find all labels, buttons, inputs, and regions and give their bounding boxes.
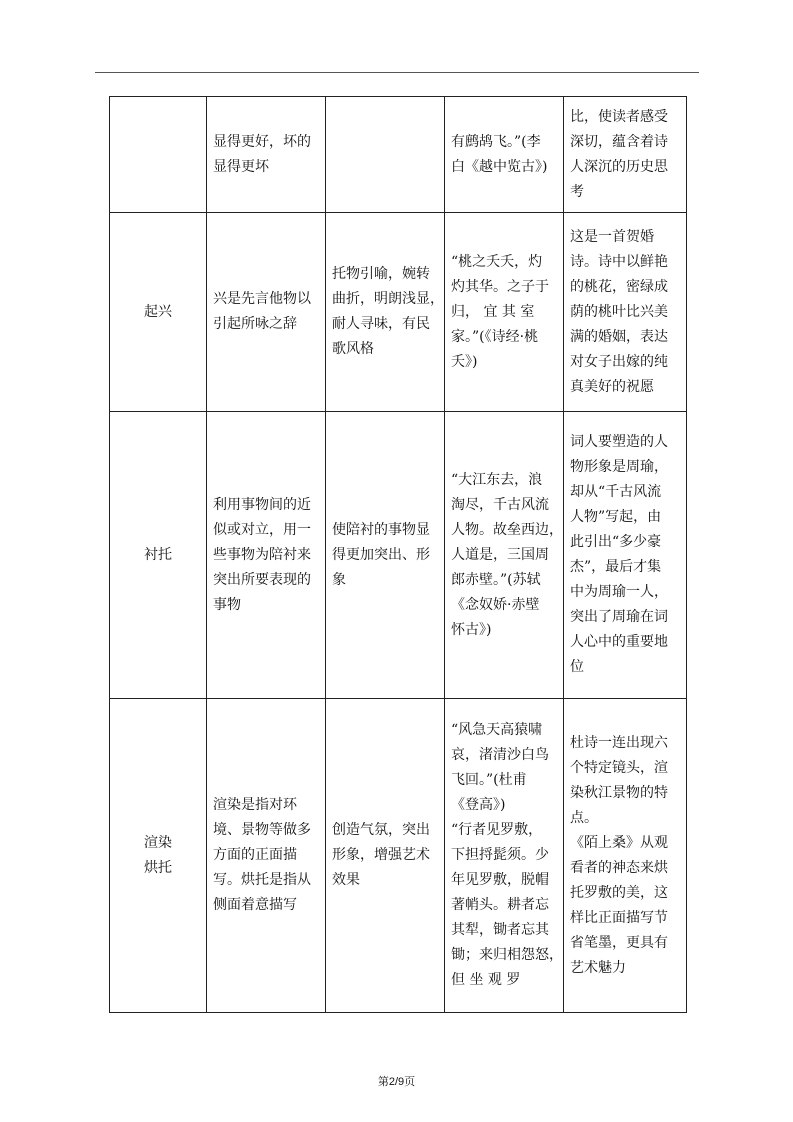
- cell-line: 使陪衬的事物显: [332, 521, 430, 538]
- cell-line: 显得更坏: [213, 158, 269, 175]
- cell-line: 满的婚姻，表达: [570, 328, 668, 345]
- cell-line: 深切，蕴含着诗: [570, 133, 668, 150]
- page-number: 第2/9页: [377, 1076, 416, 1088]
- cell-line: 郎赤壁。”(苏轼: [451, 571, 541, 588]
- cell-line: 个特定镜头，渲: [570, 759, 668, 776]
- cell-line: 白《越中览古》): [451, 158, 548, 175]
- cell-line: 物形象是周瑜，: [570, 459, 668, 475]
- cell-line: 歌风格: [332, 341, 374, 357]
- cell-line: “风急天高猿啸: [451, 722, 543, 738]
- cell-effect: [326, 97, 445, 213]
- cell-line: 人道是，三国周: [451, 546, 549, 563]
- cell-line: 《念奴娇·赤壁: [451, 596, 540, 613]
- cell-example: [445, 213, 564, 412]
- cell-line: 得更加突出、形: [332, 546, 430, 563]
- cell-line: 淘尽，千古风流: [451, 496, 549, 513]
- cell-line: “桃之夭夭，灼: [451, 253, 543, 270]
- cell-line: 方面的正面描: [213, 847, 297, 863]
- header-rule: [95, 72, 699, 73]
- cell-line: 对女子出嫁的纯: [570, 353, 668, 370]
- cell-line: 杰”，最后才集: [570, 559, 662, 575]
- cell-definition: [207, 412, 326, 699]
- cell-term: [110, 699, 207, 1013]
- cell-line: 归， 宜 其 室: [451, 303, 535, 320]
- cell-term: [110, 213, 207, 412]
- cell-line: 著帩头。耕者忘: [451, 897, 549, 913]
- cell-line: 托罗敷的美，这: [570, 884, 668, 901]
- cell-line: 锄；来归相怨怒，: [451, 947, 563, 963]
- cell-term: [110, 412, 207, 699]
- cell-definition: [207, 97, 326, 213]
- table-row: [110, 412, 687, 699]
- cell-line: 事物: [213, 596, 241, 613]
- cell-line: 中为周瑜一人，: [570, 584, 668, 600]
- cell-line: 但 坐 观 罗: [451, 972, 521, 988]
- cell-line: 突出所要表现的: [213, 571, 311, 588]
- rhetoric-table: [109, 96, 687, 1013]
- cell-line: 效果: [332, 872, 360, 888]
- cell-line: 引起所咏之辞: [213, 316, 297, 332]
- cell-example: [445, 412, 564, 699]
- cell-line: 考: [570, 183, 584, 200]
- cell-line: 衬托: [144, 546, 172, 563]
- table-row: [110, 97, 687, 213]
- cell-line: 年见罗敷，脱帽: [451, 872, 549, 888]
- cell-effect: [326, 213, 445, 412]
- cell-line: 染秋江景物的特: [570, 784, 668, 801]
- cell-line: 侧面着意描写: [213, 897, 297, 913]
- table-row: [110, 213, 687, 412]
- cell-analysis: [564, 213, 687, 412]
- cell-analysis: [564, 699, 687, 1013]
- cell-line: 家。”(《诗经·桃: [451, 328, 539, 345]
- cell-line: 哀，渚清沙白鸟: [451, 747, 549, 763]
- cell-line: 托物引喻，婉转: [332, 266, 430, 282]
- cell-line: 词人要塑造的人: [570, 434, 668, 450]
- cell-line: 写。烘托是指从: [213, 872, 311, 888]
- cell-line: 耐人寻味，有民: [332, 316, 430, 332]
- cell-effect: [326, 412, 445, 699]
- cell-analysis: [564, 97, 687, 213]
- cell-line: 渲染是指对环: [213, 797, 297, 813]
- cell-line: 下担捋髭须。少: [451, 847, 549, 863]
- cell-line: 突出了周瑜在词: [570, 609, 668, 625]
- cell-line: 飞回。”(杜甫: [451, 772, 527, 788]
- cell-line: 兴是先言他物以: [213, 291, 311, 307]
- cell-line: 杜诗一连出现六: [570, 734, 668, 751]
- cell-line: “行者见罗敷，: [451, 822, 543, 838]
- cell-line: 艺术魅力: [570, 959, 626, 976]
- cell-line: 人物”写起，由: [570, 509, 662, 525]
- cell-line: 境、景物等做多: [213, 822, 311, 838]
- cell-line: 形象，增强艺术: [332, 847, 430, 863]
- table-row: [110, 699, 687, 1013]
- cell-term: [110, 97, 207, 213]
- cell-line: 《陌上桑》从观: [570, 834, 668, 851]
- cell-analysis: [564, 412, 687, 699]
- cell-line: 人物。故垒西边，: [451, 521, 563, 538]
- cell-line: 荫的桃叶比兴美: [570, 303, 668, 320]
- cell-line: 人心中的重要地: [570, 634, 668, 650]
- cell-line: 真美好的祝愿: [570, 378, 654, 395]
- cell-line: 样比正面描写节: [570, 909, 668, 926]
- cell-line: 起兴: [144, 303, 172, 320]
- cell-line: 却从“千古风流: [570, 484, 662, 500]
- cell-line: 位: [570, 659, 584, 675]
- cell-line: 此引出“多少豪: [570, 534, 662, 550]
- cell-line: 夭》): [451, 353, 478, 370]
- cell-line: “大江东去，浪: [451, 471, 543, 488]
- cell-line: 比，使读者感受: [570, 108, 668, 125]
- cell-line: 似或对立，用一: [213, 521, 311, 538]
- cell-line: 有鹧鸪飞。”(李: [451, 133, 541, 150]
- cell-definition: [207, 699, 326, 1013]
- cell-line: 些事物为陪衬来: [213, 546, 311, 563]
- cell-line: 省笔墨，更具有: [570, 934, 668, 951]
- cell-line: 怀古》): [451, 621, 492, 638]
- cell-line: 看者的神态来烘: [570, 859, 668, 876]
- cell-line: 显得更好，坏的: [213, 133, 311, 150]
- cell-line: 创造气氛，突出: [332, 822, 430, 838]
- cell-line: 人深沉的历史思: [570, 158, 668, 175]
- cell-line: 象: [332, 571, 346, 588]
- cell-line: 点。: [570, 809, 598, 826]
- cell-line: 这是一首贺婚: [570, 228, 654, 245]
- cell-line: 诗。诗中以鲜艳: [570, 253, 668, 270]
- cell-example: [445, 97, 564, 213]
- cell-line: 利用事物间的近: [213, 496, 311, 513]
- cell-line: 灼其华。之子于: [451, 278, 549, 295]
- cell-line: 其犁，锄者忘其: [451, 922, 549, 938]
- cell-line: 曲折，明朗浅显，: [332, 291, 444, 307]
- cell-definition: [207, 213, 326, 412]
- cell-line: 烘托: [144, 859, 172, 876]
- cell-line: 的桃花，密绿成: [570, 278, 668, 295]
- cell-effect: [326, 699, 445, 1013]
- cell-example: [445, 699, 564, 1013]
- cell-line: 《登高》): [451, 797, 506, 813]
- cell-line: 渲染: [144, 834, 172, 851]
